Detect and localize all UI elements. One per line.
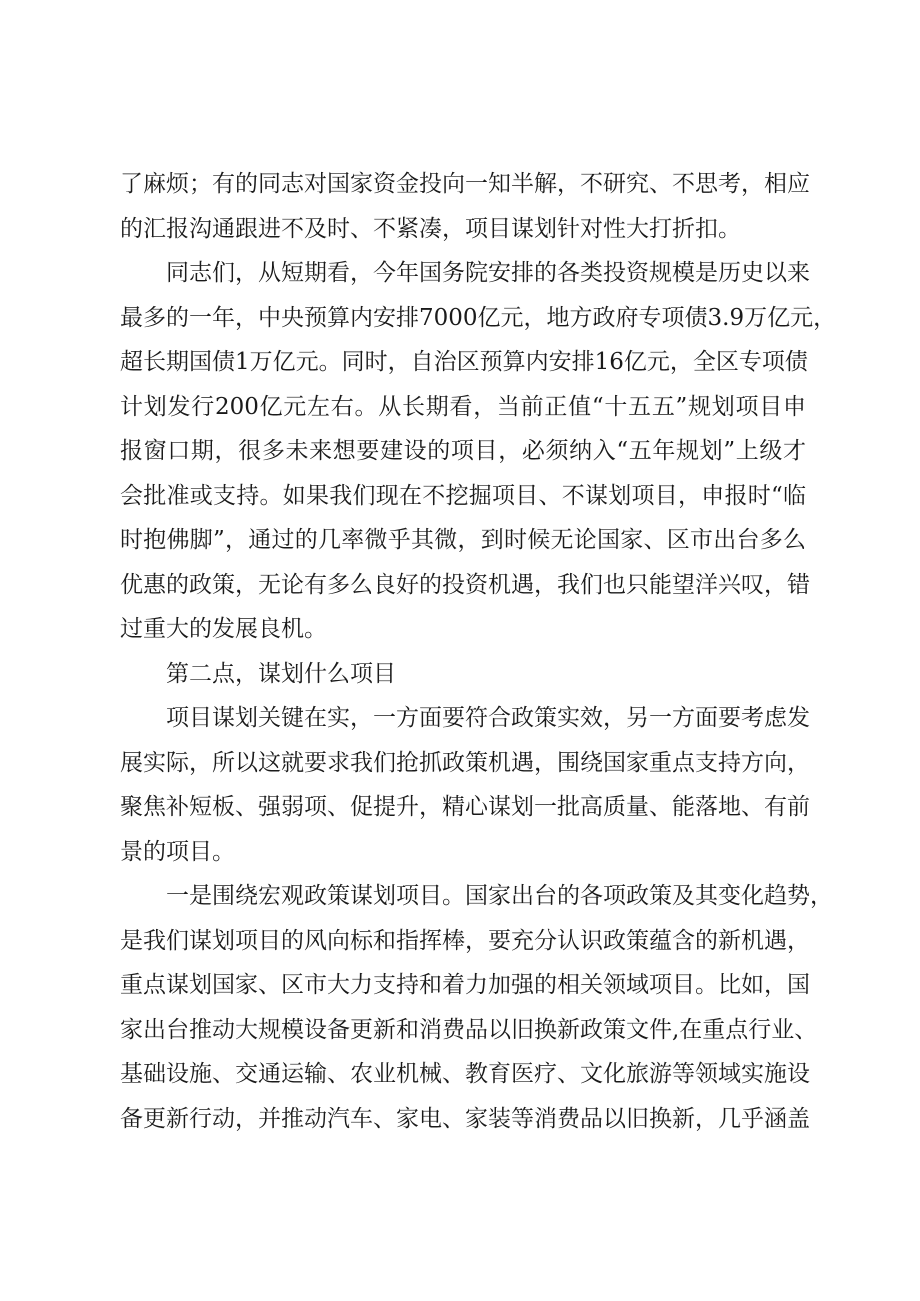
text-line: 报窗口期，很多未来想要建设的项目，必须纳入“五年规划”上级才	[120, 438, 806, 464]
text-line: 展实际，所以这就要求我们抢抓政策机遇，围绕国家重点支持方向，	[120, 749, 810, 776]
text-line: 了麻烦；有的同志对国家资金投向一知半解，不研究、不思考，相应	[120, 171, 810, 197]
text-line: 计划发行200亿元左右。从长期看，当前正值“十五五”规划项目申	[120, 393, 806, 420]
text-line: 过重大的发展良机。	[120, 616, 327, 642]
text-line: 基础设施、交通运输、农业机械、教育医疗、文化旅游等领域实施设	[120, 1061, 810, 1087]
text-line: 备更新行动，并推动汽车、家电、家装等消费品以旧换新，几乎涵盖	[120, 1105, 810, 1132]
text-line: 一是围绕宏观政策谋划项目。国家出台的各项政策及其变化趋势，	[166, 883, 833, 909]
text-line: 项目谋划关键在实，一方面要符合政策实效，另一方面要考虑发	[166, 705, 810, 731]
text-line: 是我们谋划项目的风向标和指挥棒，要充分认识政策蕴含的新机遇，	[120, 927, 810, 954]
text-line: 的汇报沟通跟进不及时、不紧凑，项目谋划针对性大打折扣。	[120, 215, 741, 242]
text-line: 优惠的政策，无论有多么良好的投资机遇，我们也只能望洋兴叹，错	[120, 571, 810, 598]
text-line: 第二点，谋划什么项目	[166, 660, 396, 687]
text-line: 会批准或支持。如果我们现在不挖掘项目、不谋划项目，申报时“临	[120, 482, 806, 509]
text-line: 聚焦补短板、强弱项、促提升，精心谋划一批高质量、能落地、有前	[120, 794, 810, 820]
text-line: 超长期国债1万亿元。同时，自治区预算内安排16亿元，全区专项债	[120, 349, 808, 375]
text-line: 重点谋划国家、区市大力支持和着力加强的相关领域项目。比如，国	[120, 972, 810, 998]
text-line: 家出台推动大规模设备更新和消费品以旧换新政策文件,在重点行业、	[120, 1016, 818, 1043]
text-line: 同志们，从短期看，今年国务院安排的各类投资规模是历史以来	[166, 260, 810, 286]
text-line: 景的项目。	[120, 838, 235, 865]
text-line: 时抱佛脚”，通过的几率微乎其微，到时候无论国家、区市出台多么	[120, 527, 806, 553]
text-line: 最多的一年，中央预算内安排7000亿元，地方政府专项债3.9万亿元，	[120, 304, 837, 331]
document-body	[120, 162, 837, 1141]
